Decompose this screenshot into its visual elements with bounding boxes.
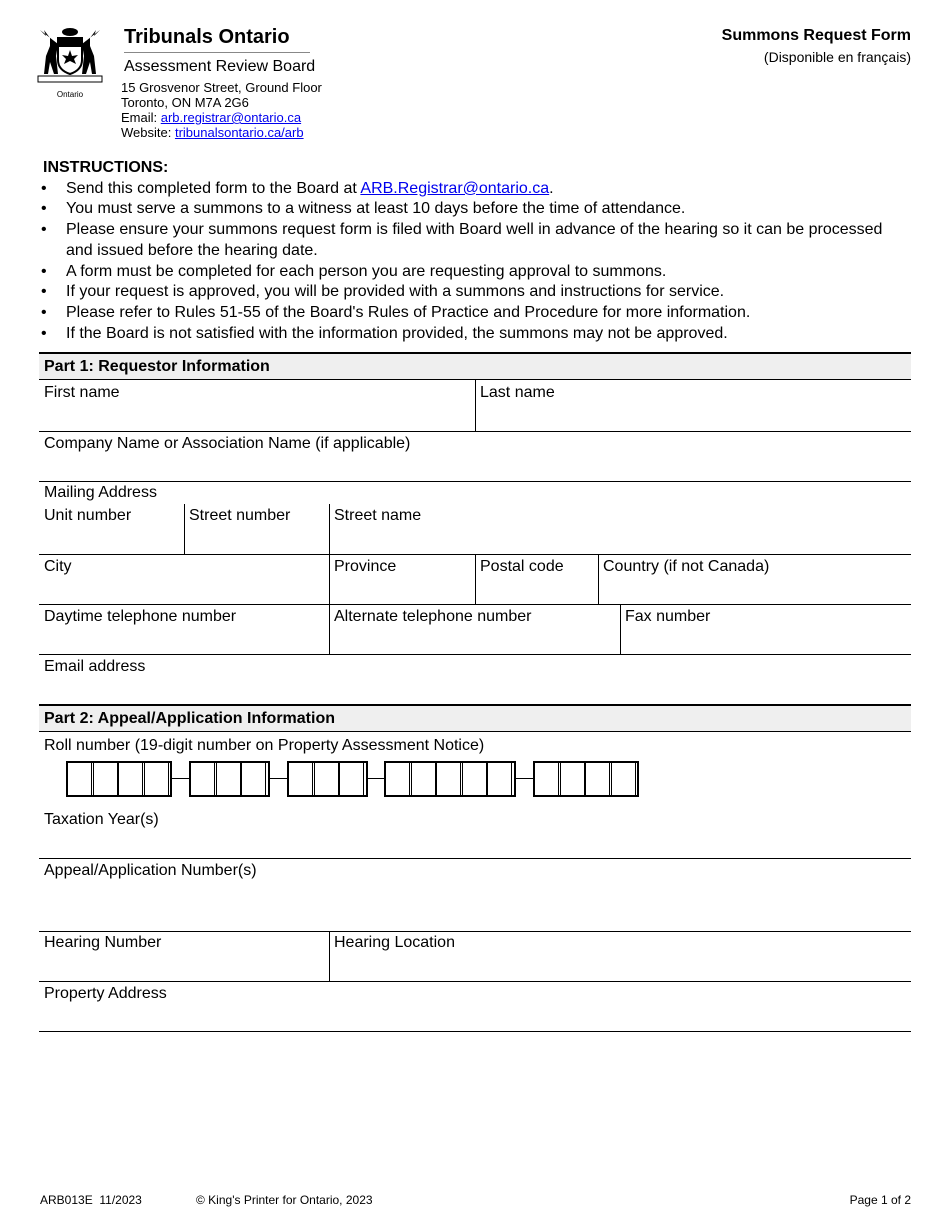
company-input[interactable] (42, 455, 912, 481)
coat-of-arms-icon (36, 26, 104, 86)
taxation-years-input[interactable] (42, 832, 912, 858)
instruction-text: Send this completed form to the Board at (66, 179, 361, 197)
province-label: Province (334, 558, 397, 575)
fax-label: Fax number (625, 608, 711, 625)
country-input[interactable] (601, 578, 912, 604)
hearing-location-label: Hearing Location (334, 934, 455, 951)
roll-number-digit[interactable] (611, 762, 636, 796)
company-label: Company Name or Association Name (if applicable) (44, 435, 411, 452)
instruction-item: • A form must be completed for each person you are requesting approval to summons. (40, 262, 900, 283)
roll-number-digit[interactable] (144, 762, 169, 796)
roll-number-digit[interactable] (462, 762, 487, 796)
divider (39, 1031, 911, 1032)
mailing-address-label: Mailing Address (44, 484, 157, 501)
instruction-text-end: . (549, 179, 554, 197)
instruction-item (40, 179, 900, 200)
roll-number-digit[interactable] (411, 762, 436, 796)
hearing-number-label: Hearing Number (44, 934, 162, 951)
street-name-input[interactable] (332, 527, 912, 553)
divider (475, 380, 476, 431)
property-address-input[interactable] (42, 1005, 912, 1031)
last-name-label: Last name (480, 384, 555, 401)
part2-title: Part 2: Appeal/Application Information (44, 710, 335, 727)
address-block (121, 80, 322, 140)
first-name-input[interactable] (42, 404, 474, 430)
postal-code-input[interactable] (478, 578, 598, 604)
roll-number-separator (516, 778, 534, 779)
postal-code-label: Postal code (480, 558, 564, 575)
email-link[interactable]: arb.registrar@ontario.ca (160, 110, 302, 125)
email-label: Email: (121, 110, 161, 125)
alternate-phone-input[interactable] (332, 628, 620, 654)
ontario-logo (36, 26, 104, 99)
hearing-location-input[interactable] (332, 955, 912, 981)
form-code: ARB013E 11/2023 (40, 1193, 142, 1207)
roll-number-digit[interactable] (560, 762, 585, 796)
instructions (40, 158, 900, 344)
fax-input[interactable] (623, 628, 912, 654)
roll-number-separator (270, 778, 288, 779)
website-link[interactable]: tribunalsontario.ca/arb (174, 125, 304, 140)
website-line (121, 125, 322, 140)
instruction-item: • You must serve a summons to a witness at least 10 days before the time of attendance. (40, 199, 900, 220)
divider (184, 504, 185, 554)
address-line2: Toronto, ON M7A 2G6 (121, 95, 249, 110)
roll-number-digit[interactable] (436, 762, 461, 796)
city-label: City (44, 558, 72, 575)
roll-number-separator (368, 778, 385, 779)
page-number: Page 1 of 2 (849, 1193, 911, 1207)
roll-number-digit[interactable] (385, 762, 410, 796)
org-name: Tribunals Ontario (124, 26, 290, 48)
roll-number-digit[interactable] (67, 762, 92, 796)
property-address-label: Property Address (44, 985, 167, 1002)
roll-number-digit[interactable] (118, 762, 143, 796)
divider (39, 981, 911, 982)
divider (39, 604, 911, 605)
instructions-heading: INSTRUCTIONS: (43, 159, 169, 176)
roll-number-digit[interactable] (487, 762, 512, 796)
registrar-email-link[interactable]: ARB.Registrar@ontario.ca (360, 179, 550, 197)
country-label: Country (if not Canada) (603, 558, 770, 575)
street-name-label: Street name (334, 507, 422, 524)
roll-number-digit[interactable] (190, 762, 215, 796)
daytime-phone-label: Daytime telephone number (44, 608, 237, 625)
roll-number-digit[interactable] (216, 762, 241, 796)
daytime-phone-input[interactable] (42, 628, 329, 654)
email-address-input[interactable] (42, 678, 912, 704)
hearing-number-input[interactable] (42, 955, 329, 981)
part1-title: Part 1: Requestor Information (44, 358, 270, 375)
divider (475, 554, 476, 604)
org-underline (124, 52, 310, 53)
roll-number-label: Roll number (19-digit number on Property Assessment Notice) (44, 737, 485, 754)
street-number-input[interactable] (187, 527, 329, 553)
divider (39, 431, 911, 432)
form-title: Summons Request Form (721, 27, 911, 44)
email-address-label: Email address (44, 658, 146, 675)
roll-number-digit[interactable] (534, 762, 559, 796)
divider (598, 554, 599, 604)
divider (39, 654, 911, 655)
board-name: Assessment Review Board (124, 58, 316, 75)
instructions-list (40, 179, 900, 345)
divider (39, 931, 911, 932)
roll-number-digit[interactable] (585, 762, 610, 796)
french-note: (Disponible en français) (763, 49, 911, 65)
instruction-item: • Please ensure your summons request form is filed with Board well in advance of the hearing so it can be processed and issued before the hearing date. (40, 220, 900, 261)
roll-number-digit[interactable] (93, 762, 118, 796)
divider (329, 931, 330, 981)
province-input[interactable] (332, 578, 474, 604)
part1-header (39, 352, 911, 380)
unit-number-input[interactable] (42, 527, 184, 553)
city-input[interactable] (42, 578, 329, 604)
divider (329, 504, 330, 654)
roll-number-digit[interactable] (314, 762, 339, 796)
taxation-years-label: Taxation Year(s) (44, 811, 159, 828)
address-line1: 15 Grosvenor Street, Ground Floor (121, 80, 322, 95)
appeal-numbers-input[interactable] (42, 883, 912, 931)
street-number-label: Street number (189, 507, 291, 524)
alternate-phone-label: Alternate telephone number (334, 608, 532, 625)
instruction-item: • If the Board is not satisfied with the information provided, the summons may not be approved. (40, 324, 900, 345)
roll-number-digit[interactable] (241, 762, 266, 796)
divider (620, 604, 621, 654)
part2-header (39, 704, 911, 732)
divider (39, 481, 911, 482)
website-label: Website: (121, 125, 175, 140)
divider (39, 858, 911, 859)
instruction-item: • If your request is approved, you will be provided with a summons and instructions for service. (40, 282, 900, 303)
roll-number-separator (172, 778, 189, 779)
email-line (121, 110, 322, 125)
roll-number-digit[interactable] (288, 762, 313, 796)
logo-caption: Ontario (56, 90, 84, 99)
unit-number-label: Unit number (44, 507, 132, 524)
first-name-label: First name (44, 384, 120, 401)
instruction-item: • Please refer to Rules 51-55 of the Board's Rules of Practice and Procedure for more information. (40, 303, 900, 324)
appeal-numbers-label: Appeal/Application Number(s) (44, 862, 257, 879)
roll-number-digit[interactable] (339, 762, 364, 796)
last-name-input[interactable] (478, 404, 912, 430)
copyright: © King's Printer for Ontario, 2023 (196, 1193, 373, 1207)
